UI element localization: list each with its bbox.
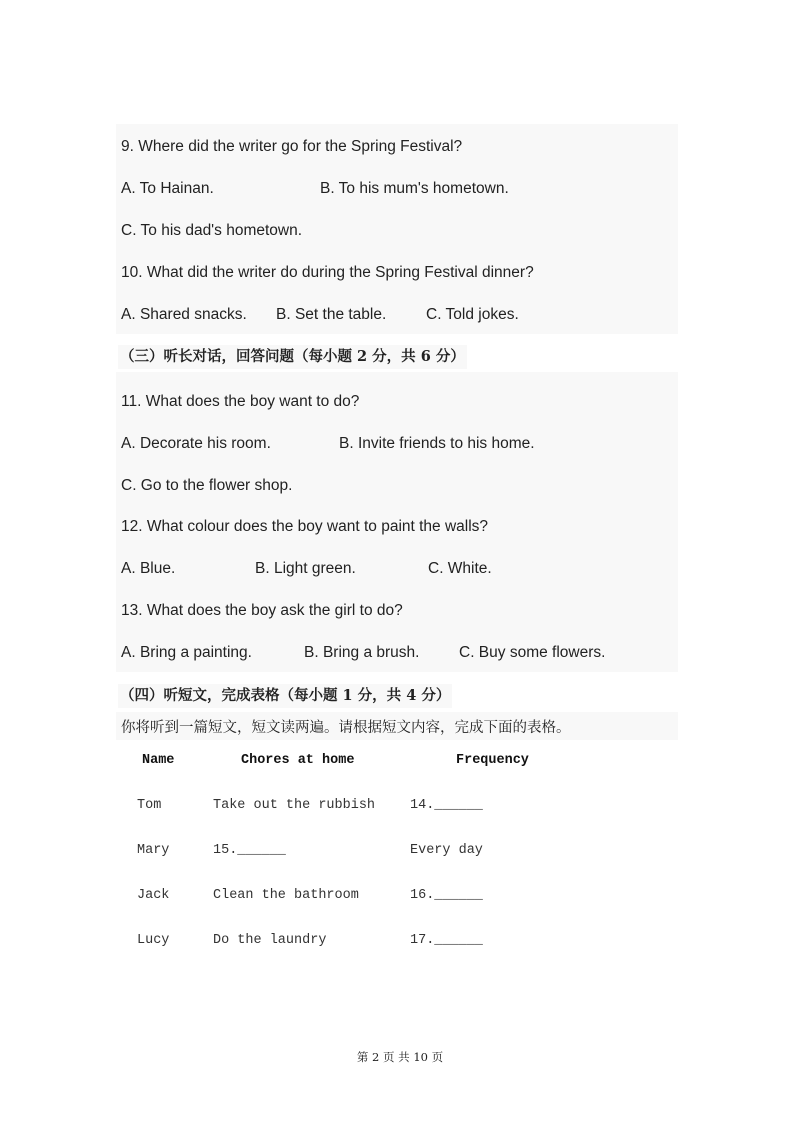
q12-question: 12. What colour does the boy want to paint the walls? xyxy=(121,518,489,535)
q13-option-c: C. Buy some flowers. xyxy=(459,644,606,661)
q11-question: 11. What does the boy want to do? xyxy=(121,393,360,410)
table-row-chore: Clean the bathroom xyxy=(213,888,359,903)
q10-option-b: B. Set the table. xyxy=(276,306,387,323)
q9-question: 9. Where did the writer go for the Spring Festival? xyxy=(121,138,463,155)
q11-option-b: B. Invite friends to his home. xyxy=(339,435,535,452)
table-row-frequency: 17.______ xyxy=(410,933,483,948)
table-header-name: Name xyxy=(142,753,175,768)
section4-instruction: 你将听到一篇短文，短文读两遍。请根据短文内容，完成下面的表格。 xyxy=(121,720,571,736)
q12-option-a: A. Blue. xyxy=(121,560,176,577)
section4-heading: （四）听短文，完成表格（每小题 1 分，共 4 分） xyxy=(118,684,452,708)
table-row-chore: 15.______ xyxy=(213,843,286,858)
q13-question: 13. What does the boy ask the girl to do? xyxy=(121,602,403,619)
q9-option-b: B. To his mum's hometown. xyxy=(320,180,509,197)
table-row-frequency: Every day xyxy=(410,843,483,858)
table-row-chore: Take out the rubbish xyxy=(213,798,376,813)
q10-option-c: C. Told jokes. xyxy=(426,306,519,323)
q13-option-a: A. Bring a painting. xyxy=(121,644,252,661)
table-row-chore: Do the laundry xyxy=(213,933,327,948)
q10-option-a: A. Shared snacks. xyxy=(121,306,247,323)
table-row-name: Jack xyxy=(137,888,170,903)
table-header-frequency: Frequency xyxy=(456,753,529,768)
q10-question: 10. What did the writer do during the Spring Festival dinner? xyxy=(121,264,534,281)
table-row-frequency: 14.______ xyxy=(410,798,483,813)
page-number-footer: 第 2 页 共 10 页 xyxy=(356,1050,444,1064)
q12-option-b: B. Light green. xyxy=(255,560,356,577)
table-row-frequency: 16.______ xyxy=(410,888,483,903)
q11-option-a: A. Decorate his room. xyxy=(121,435,271,452)
q12-option-c: C. White. xyxy=(428,560,492,577)
table-header-chores: Chores at home xyxy=(241,753,355,768)
q9-option-a: A. To Hainan. xyxy=(121,180,214,197)
q11-option-c: C. Go to the flower shop. xyxy=(121,477,293,494)
q13-option-b: B. Bring a brush. xyxy=(304,644,420,661)
q9-option-c: C. To his dad's hometown. xyxy=(121,222,303,239)
table-row-name: Lucy xyxy=(137,933,170,948)
section3-heading: （三）听长对话，回答问题（每小题 2 分，共 6 分） xyxy=(118,345,467,369)
table-row-name: Tom xyxy=(137,798,162,813)
table-row-name: Mary xyxy=(137,843,170,858)
